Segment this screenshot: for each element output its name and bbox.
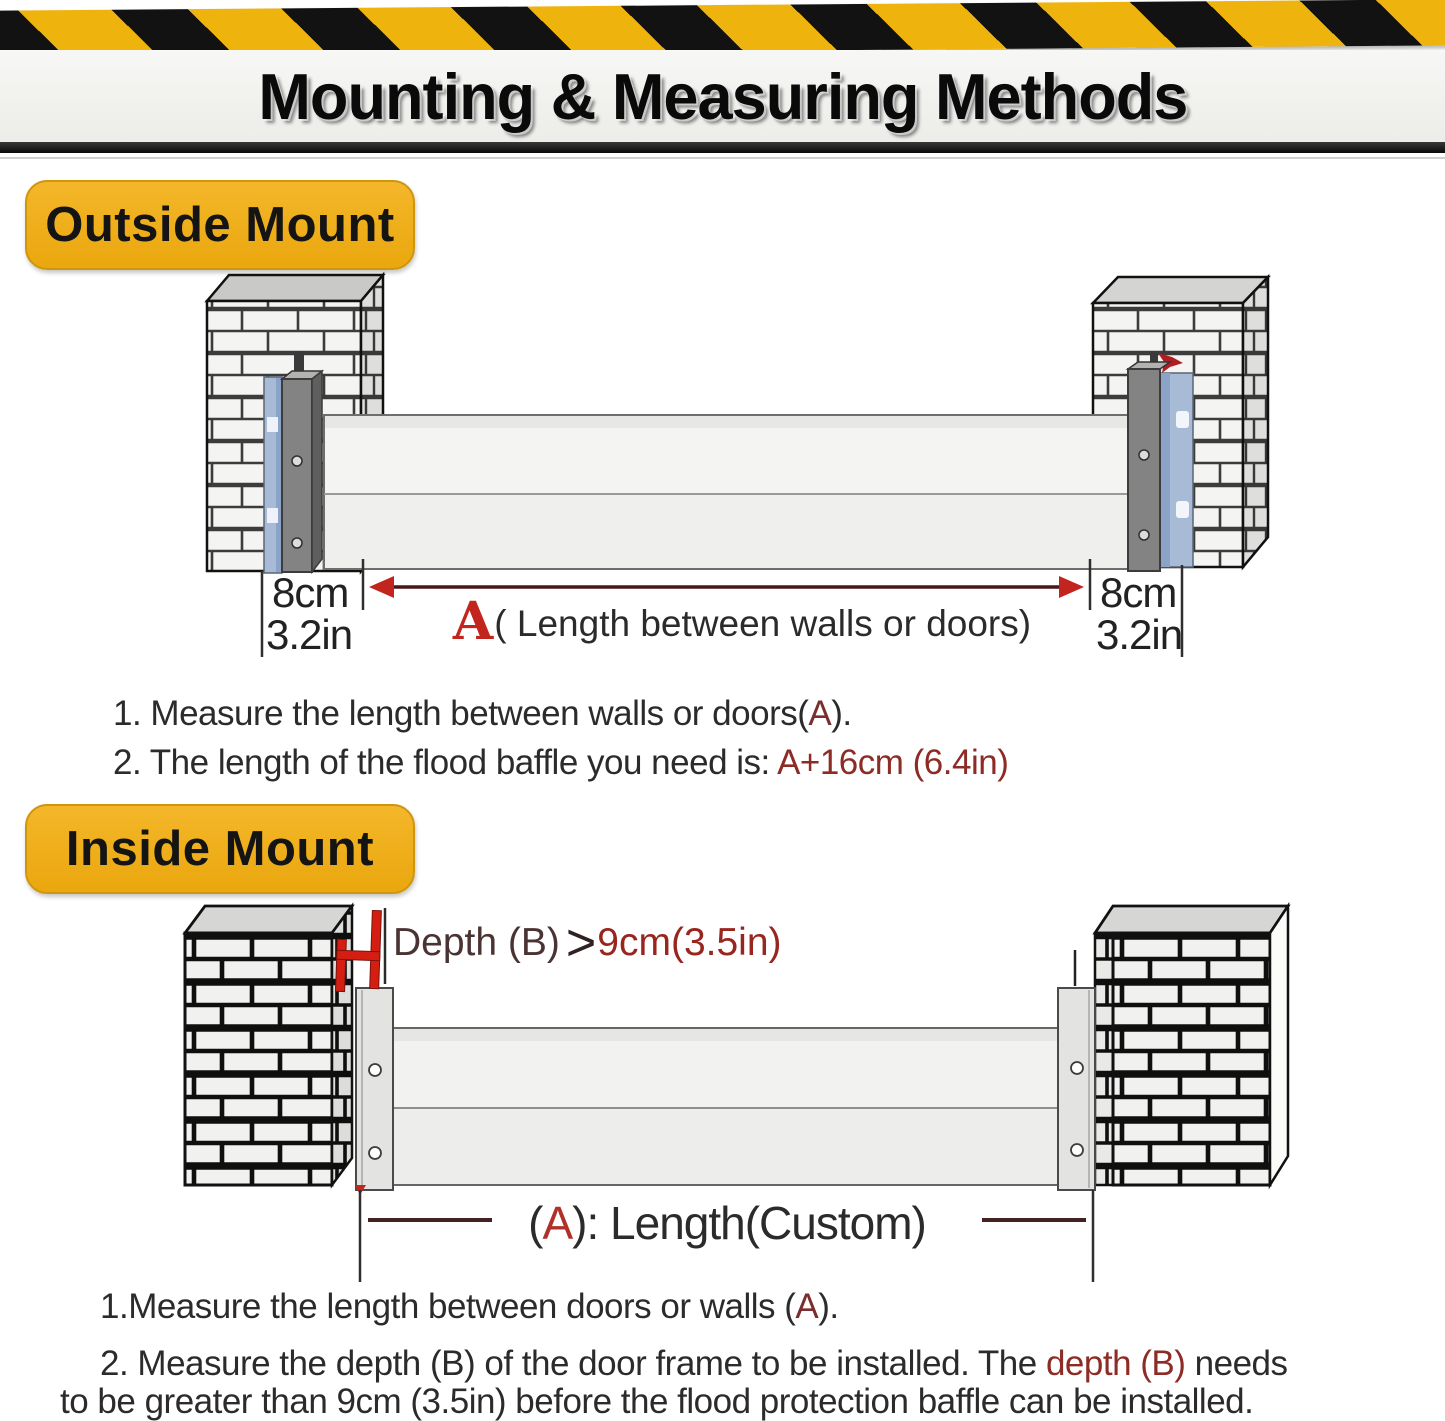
depth-label xyxy=(393,913,782,973)
flood-barrier-inside xyxy=(393,1028,1060,1185)
depth-label-value: 9cm(3.5in) xyxy=(597,921,782,964)
dim-8cm-right: 8cm xyxy=(1100,569,1177,616)
inside-step-2-cont xyxy=(60,1382,1253,1421)
hazard-stripe-banner xyxy=(0,0,1445,57)
page-title: Mounting & Measuring Methods xyxy=(257,59,1188,133)
outside-step-2 xyxy=(113,743,1008,783)
step-em: A+16cm (6.4in) xyxy=(777,743,1009,782)
step-text: 2. Measure the depth (B) of the door frame to be installed. The xyxy=(100,1344,1046,1383)
step-em: depth (B) xyxy=(1045,1344,1186,1383)
inside-step-1 xyxy=(100,1287,839,1327)
inside-mount-badge-label: Inside Mount xyxy=(65,822,375,876)
step-text: ). xyxy=(818,1287,839,1326)
step-text: 1. Measure the length between walls or doors( xyxy=(113,694,809,733)
inside-step-2 xyxy=(100,1344,1288,1384)
divider-bar xyxy=(0,142,1445,153)
mounting-bracket-left xyxy=(282,371,322,572)
step-text: needs xyxy=(1185,1344,1288,1383)
step-em: A xyxy=(795,1287,819,1326)
divider-line xyxy=(0,157,1445,159)
step-em: A xyxy=(808,694,832,733)
dim-32in-left: 3.2in xyxy=(266,611,353,658)
flood-barrier xyxy=(324,415,1130,569)
length-custom-label xyxy=(447,1196,1007,1250)
outside-step-1 xyxy=(113,694,852,734)
length-label-post: ): Length(Custom) xyxy=(572,1197,926,1249)
length-label-a: A xyxy=(542,1197,573,1249)
span-length-text: ( Length between walls or doors) xyxy=(494,603,1032,644)
channel-bracket-right xyxy=(1058,950,1095,1190)
span-length-label xyxy=(432,591,1052,652)
title-banner xyxy=(0,50,1445,142)
outside-mount-badge-label: Outside Mount xyxy=(45,198,395,252)
step-text: 2. The length of the flood baffle you need is: xyxy=(113,743,778,782)
inside-mount-badge xyxy=(25,804,415,894)
length-label-pre: ( xyxy=(528,1197,543,1249)
outside-mount-badge xyxy=(25,180,415,270)
brick-pillar-right-inside xyxy=(1095,906,1288,1185)
step-text: to be greater than 9cm (3.5in) before the flood protection baffle can be installed. xyxy=(60,1382,1254,1421)
step-text: 1.Measure the length between doors or walls ( xyxy=(100,1287,796,1326)
brick-pillar-left-inside xyxy=(185,906,352,1185)
dim-8cm-left: 8cm xyxy=(272,569,349,616)
seal-strip-left xyxy=(264,377,282,573)
span-length-a: A xyxy=(452,591,494,652)
greater-than-sign: > xyxy=(565,914,597,972)
depth-label-text: Depth (B) xyxy=(393,921,560,964)
step-text: ). xyxy=(831,694,852,733)
dim-32in-right: 3.2in xyxy=(1096,611,1183,658)
